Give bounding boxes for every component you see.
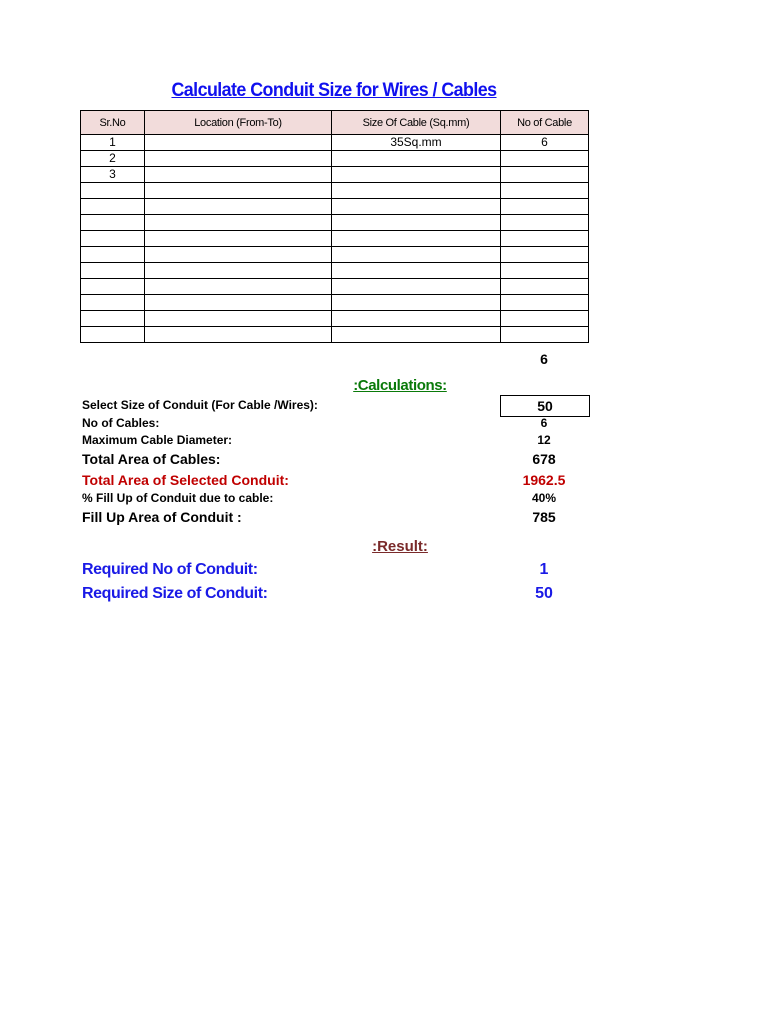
cell-no-of-cable[interactable] [501,215,589,231]
table-row [81,311,589,327]
cell-location[interactable] [145,215,332,231]
cell-cable-size[interactable] [332,279,501,295]
cell-location[interactable] [145,167,332,183]
table-row [81,231,589,247]
no-of-cables-value: 6 [540,416,548,430]
required-no-value: 1 [539,561,549,578]
total-area-conduit-label: Total Area of Selected Conduit: [82,472,289,488]
cell-sr-no[interactable] [81,247,145,263]
table-row [81,279,589,295]
total-cables: 6 [540,351,548,367]
page-title: Calculate Conduit Size for Wires / Cables [171,80,497,101]
table-header-row [81,111,589,135]
cell-no-of-cable[interactable]: 6 [501,135,589,151]
cell-no-of-cable[interactable] [501,247,589,263]
conduit-size-label: Select Size of Conduit (For Cable /Wires): [82,398,318,412]
cell-cable-size[interactable] [332,295,501,311]
required-size-label: Required Size of Conduit: [82,585,268,602]
cell-sr-no[interactable] [81,215,145,231]
cell-location[interactable] [145,199,332,215]
required-no-label: Required No of Conduit: [82,561,258,578]
cell-cable-size[interactable] [332,327,501,343]
table-row [81,199,589,215]
cell-cable-size[interactable] [332,263,501,279]
cell-sr-no[interactable] [81,231,145,247]
header-sr-no: Sr.No [81,111,145,135]
total-area-cables-value: 678 [532,451,556,467]
cell-no-of-cable[interactable] [501,231,589,247]
cell-no-of-cable[interactable] [501,279,589,295]
table-row [81,263,589,279]
cell-location[interactable] [145,183,332,199]
cell-no-of-cable[interactable] [501,167,589,183]
table-row [81,183,589,199]
cell-sr-no[interactable]: 2 [81,151,145,167]
cell-sr-no[interactable] [81,295,145,311]
no-of-cables-label: No of Cables: [82,416,160,430]
header-location: Location (From-To) [145,111,332,135]
cell-cable-size[interactable] [332,247,501,263]
cell-no-of-cable[interactable] [501,151,589,167]
header-cable-size: Size Of Cable (Sq.mm) [332,111,501,135]
fill-pct-label: % Fill Up of Conduit due to cable: [82,491,274,505]
cell-location[interactable] [145,151,332,167]
cell-sr-no[interactable]: 3 [81,167,145,183]
max-diameter-label: Maximum Cable Diameter: [82,433,233,447]
cell-no-of-cable[interactable] [501,327,589,343]
total-area-conduit-value: 1962.5 [522,472,566,488]
total-area-cables-label: Total Area of Cables: [82,451,221,467]
cell-location[interactable] [145,327,332,343]
header-no-of-cable: No of Cable [501,111,589,135]
table-row [81,295,589,311]
cell-no-of-cable[interactable] [501,295,589,311]
cell-cable-size[interactable] [332,311,501,327]
cell-cable-size[interactable] [332,199,501,215]
table-row [81,327,589,343]
fill-pct-value: 40% [531,491,557,505]
cell-sr-no[interactable] [81,183,145,199]
cell-location[interactable] [145,295,332,311]
table-row [81,247,589,263]
calculations-heading: :Calculations: [353,377,447,394]
cell-cable-size[interactable] [332,215,501,231]
cell-no-of-cable[interactable] [501,183,589,199]
cell-cable-size[interactable] [332,183,501,199]
cell-cable-size[interactable] [332,167,501,183]
table-row [81,167,589,183]
cell-location[interactable] [145,247,332,263]
table-row [81,135,589,151]
cell-location[interactable] [145,311,332,327]
cell-sr-no[interactable] [81,311,145,327]
cell-location[interactable] [145,263,332,279]
cell-cable-size[interactable] [332,231,501,247]
cell-cable-size[interactable] [332,151,501,167]
cable-table [80,110,589,343]
cell-sr-no[interactable] [81,279,145,295]
cell-cable-size[interactable]: 35Sq.mm [332,135,501,151]
conduit-size-input[interactable]: 50 [500,395,590,417]
result-heading: :Result: [372,538,428,555]
cell-location[interactable] [145,231,332,247]
cell-no-of-cable[interactable] [501,199,589,215]
cell-location[interactable] [145,279,332,295]
cell-no-of-cable[interactable] [501,263,589,279]
cell-no-of-cable[interactable] [501,311,589,327]
cell-location[interactable] [145,135,332,151]
cell-sr-no[interactable] [81,263,145,279]
cell-sr-no[interactable] [81,199,145,215]
table-row [81,215,589,231]
fill-area-value: 785 [532,509,556,525]
table-row [81,151,589,167]
fill-area-label: Fill Up Area of Conduit : [82,509,242,525]
cell-sr-no[interactable]: 1 [81,135,145,151]
cell-sr-no[interactable] [81,327,145,343]
max-diameter-value: 12 [537,433,551,447]
required-size-value: 50 [535,585,553,602]
